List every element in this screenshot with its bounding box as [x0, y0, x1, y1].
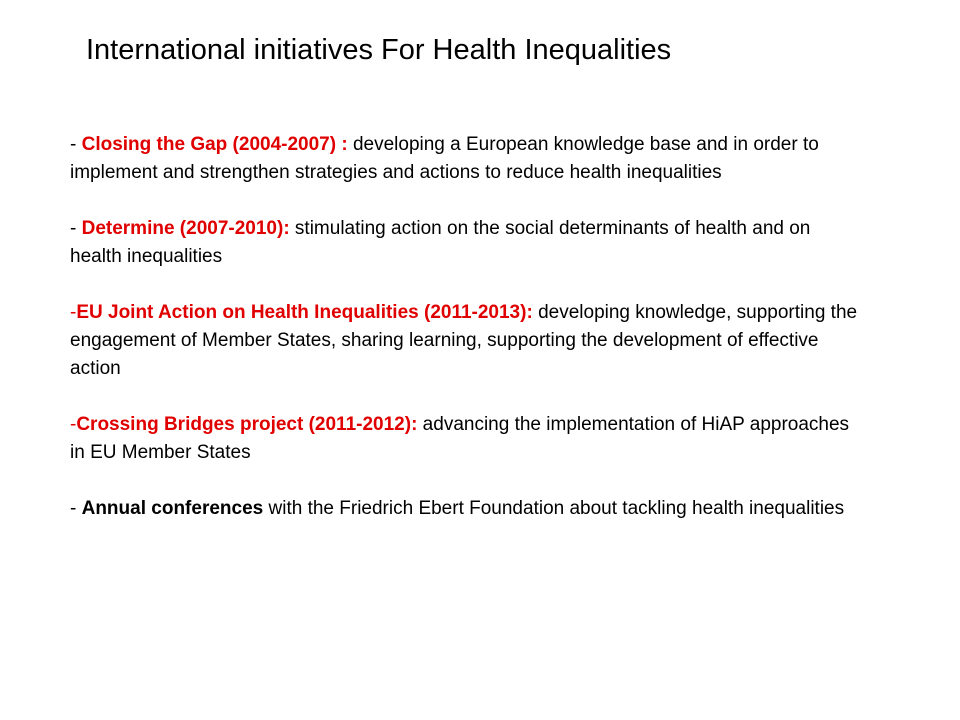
bullet-prefix: - [70, 414, 77, 435]
bullet-crossing-bridges [70, 411, 860, 467]
bullet-highlight: EU Joint Action on Health Inequalities (2011-2013): [76, 302, 533, 323]
bullet-text: stimulating action on the social determinants of health and on health inequalities [70, 218, 811, 267]
bullet-highlight: Crossing Bridges project (2011-2012): [76, 414, 418, 435]
bullet-highlight: Closing the Gap (2004-2007) : [81, 134, 348, 155]
bullet-text: developing knowledge, supporting the engagement of Member States, sharing learning, supporting the development of effective action [70, 302, 858, 379]
bullet-prefix: - [70, 498, 82, 519]
bullet-closing-the-gap [70, 131, 860, 187]
bullet-text: developing a European knowledge base and in order to implement and strengthen strategies and actions to reduce health inequalities [70, 134, 819, 183]
slide-title: International initiatives For Health Inequalities [86, 34, 672, 66]
bullet-highlight: Determine (2007-2010): [81, 218, 290, 239]
bullet-determine [70, 215, 860, 271]
bullet-highlight: Annual conferences [81, 498, 264, 519]
bullet-text: advancing the implementation of HiAP approaches in EU Member States [70, 414, 850, 463]
bullet-list [70, 131, 860, 523]
bullet-text: with the Friedrich Ebert Foundation about tackling health inequalities [263, 498, 845, 519]
bullet-annual-conferences [70, 495, 860, 523]
bullet-prefix: - [70, 302, 77, 323]
bullet-prefix: - [70, 218, 82, 239]
bullet-eu-joint-action [70, 299, 860, 383]
bullet-prefix: - [70, 134, 82, 155]
